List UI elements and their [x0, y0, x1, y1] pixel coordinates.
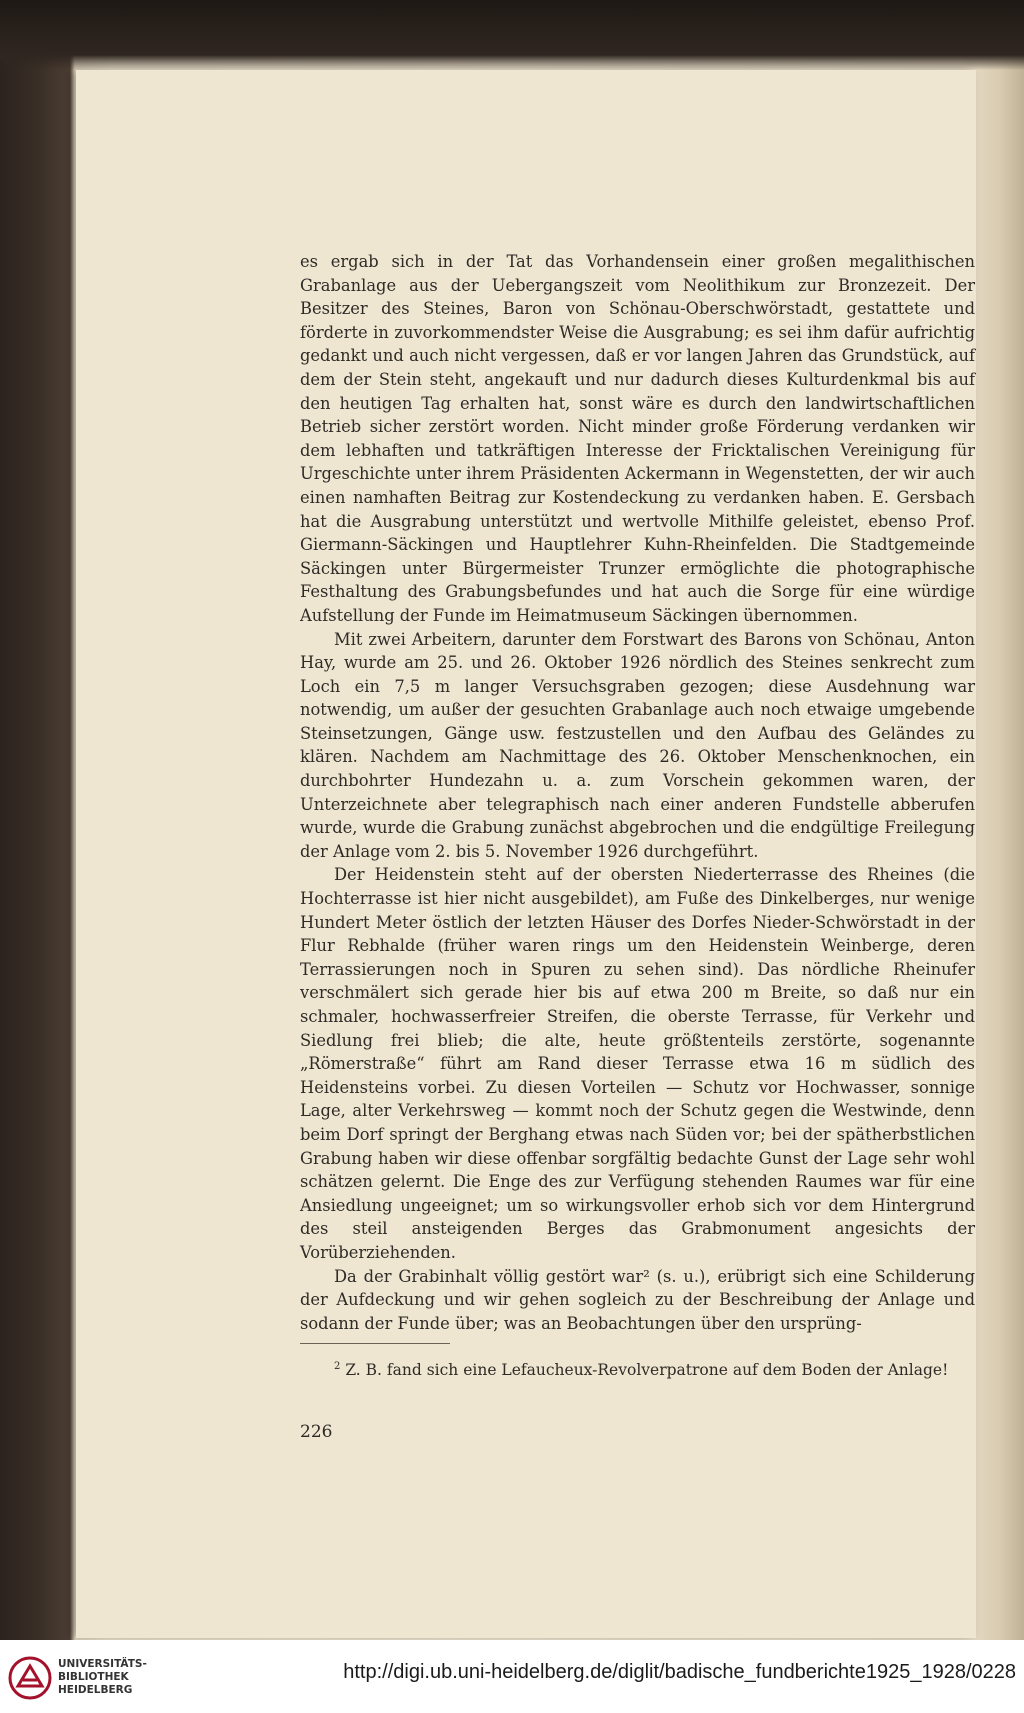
paragraph-2: Mit zwei Arbeitern, darunter dem Forstwart des Barons von Schönau, Anton Hay, wurde am 25. und 26. Oktober 1926 nördlich des Steines senkrecht zum Loch ein 7,5 m langer Versuchsgraben gezogen; diese Ausdehnung war notwendig, um außer der gesuchten Grabanlage auch noch etwaige umgebende Steinsetzungen, Gänge usw. festzustellen und den Aufbau des Geländes zu klären. Nachdem am Nachmittage des 26. Oktober Menschenknochen, ein durchbohrter Hundezahn u. a. zum Vorschein gekommen waren, der Unterzeichnete aber telegraphisch nach einer anderen Fundstelle abberufen wurde, wurde die Grabung zunächst abgebrochen und die endgültige Freilegung der Anlage vom 2. bis 5. November 1926 durchgeführt.	[300, 629, 975, 861]
book-edge-shadow	[0, 0, 1024, 70]
viewer-footer	[0, 1640, 1024, 1713]
library-name-line-1: UNIVERSITÄTS-	[58, 1658, 147, 1670]
footnote-divider	[300, 1343, 450, 1344]
body-text	[300, 250, 975, 1335]
library-name	[58, 1658, 147, 1697]
library-name-line-2: BIBLIOTHEK	[58, 1671, 129, 1683]
footnote	[300, 1355, 975, 1382]
university-library-logo-icon	[8, 1656, 52, 1700]
paragraph-4: Da der Grabinhalt völlig gestört war² (s. u.), erübrigt sich eine Schilderung der Aufdeckung und wir gehen sogleich zu der Beschreibung der Anlage und sodann der Funde über; was an Beobachtungen über den ursprüng-	[300, 1266, 975, 1333]
page-number: 226	[300, 1422, 333, 1442]
footnote-marker: 2	[334, 1361, 341, 1372]
paragraph-3: Der Heidenstein steht auf der obersten Niederterrasse des Rheines (die Hochterrasse ist hier nicht ausgebildet), am Fuße des Dinkelberges, nur wenige Hundert Meter östlich der letzten Häuser des Dorfes Nieder-Schwörstadt in der Flur Rebhalde (früher waren rings um den Heidenstein Weinberge, deren Terrassierungen noch in Spuren zu sehen sind). Das nördliche Rheinufer verschmälert sich gerade hier bis auf etwa 200 m Breite, so daß nur ein schmaler, hochwasserfreier Streifen, die oberste Terrasse, für Verkehr und Siedlung frei blieb; die alte, heute größtenteils zerstörte, sogenannte „Römerstraße“ führt am Rand dieser Terrasse etwa 16 m südlich des Heidensteins vorbei. Zu diesen Vorteilen — Schutz vor Hochwasser, sonnige Lage, alter Verkehrsweg — kommt noch der Schutz gegen die Westwinde, denn beim Dorf springt der Berghang etwas nach Süden vor; bei der spätherbstlichen Grabung haben wir diese offenbar sorgfältig bedachte Gunst der Lage sehr wohl schätzen gelernt. Die Enge des zur Verfügung stehenden Raumes war für eine Ansiedlung ungeeignet; um so wirkungsvoller erhob sich vor dem Hintergrund des steil ansteigenden Berges das Grabmonument angesichts der Vorüberziehenden.	[300, 865, 975, 1262]
footnote-text: Z. B. fand sich eine Lefaucheux-Revolverpatrone auf dem Boden der Anlage!	[345, 1361, 949, 1380]
library-name-line-3: HEIDELBERG	[58, 1684, 133, 1696]
source-url-link[interactable]: http://digi.ub.uni-heidelberg.de/diglit/badische_fundberichte1925_1928/0228	[343, 1661, 1016, 1683]
paragraph-1: es ergab sich in der Tat das Vorhandensein einer großen megalithischen Grabanlage aus der Uebergangszeit vom Neolithikum zur Bronzezeit. Der Besitzer des Steines, Baron von Schönau-Oberschwörstadt, gestattete und förderte in zuvorkommendster Weise die Ausgrabung; es sei ihm dafür aufrichtig gedankt und auch nicht vergessen, daß er vor langen Jahren das Grundstück, auf dem der Stein steht, angekauft und nur dadurch dieses Kulturdenkmal bis auf den heutigen Tag erhalten hat, sonst wäre es durch den landwirtschaftlichen Betrieb sicher zerstört worden. Nicht minder große Förderung verdanken wir dem lebhaften und tatkräftigen Interesse der Fricktalischen Vereinigung für Urgeschichte unter ihrem Präsidenten Ackermann in Wegenstetten, der wir auch einen namhaften Beitrag zur Kostendeckung zu verdanken haben. E. Gersbach hat die Ausgrabung unterstützt und wertvolle Mithilfe geleistet, ebenso Prof. Giermann-Säckingen und Hauptlehrer Kuhn-Rheinfelden. Die Stadtgemeinde Säckingen unter Bürgermeister Trunzer ermöglichte die photographische Festhaltung des Grabungsbefundes und hat auch die Sorge für eine würdige Aufstellung der Funde im Heimatmuseum Säckingen übernommen.	[300, 252, 975, 625]
